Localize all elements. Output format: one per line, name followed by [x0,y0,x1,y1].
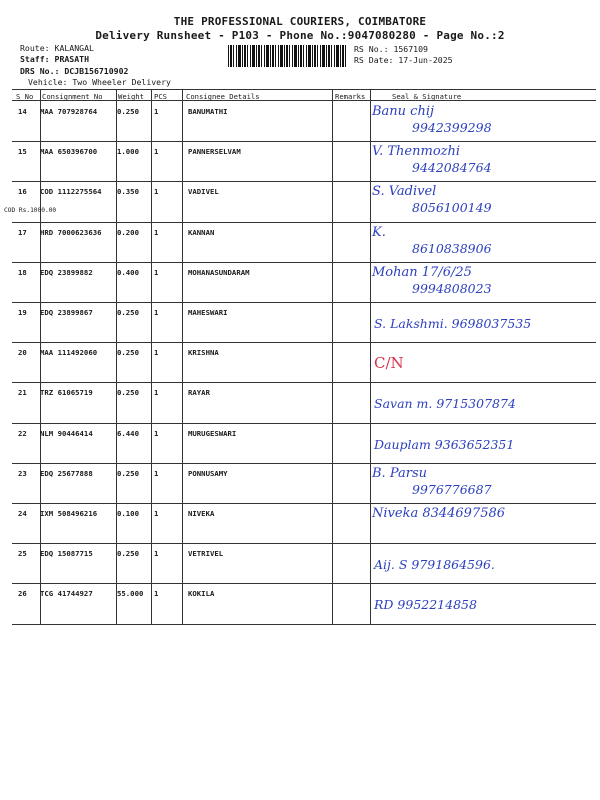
cell-weight: 0.400 [117,267,139,277]
vehicle-value: Two Wheeler Delivery [72,77,171,87]
signature-phone: 8056100149 [412,200,492,216]
cell-consignee: RAYAR [188,388,210,398]
cell-weight: 0.250 [117,468,139,478]
cell-pcs: 1 [154,388,159,398]
cell-pcs: 1 [154,428,159,438]
cell-consignee: MAHESWARI [188,308,228,317]
cod-note: COD Rs.1000.00 [4,207,57,215]
cell-consignee: KANNAN [188,227,215,237]
table-row [12,141,596,181]
cell-weight: 0.250 [117,308,139,317]
cell-weight: 0.250 [117,348,139,358]
table-row [12,342,596,382]
col-signature: Seal & Signature [392,92,462,101]
row-divider [12,624,596,625]
cell-pcs: 1 [154,308,159,317]
table-row [12,302,596,342]
cell-pcs: 1 [154,509,159,518]
cell-pcs: 1 [154,589,159,599]
cell-consignment: MAA 707928764 [40,107,98,116]
rs-date-value: 17-Jun-2025 [398,55,453,65]
cell-sno: 24 [18,509,27,518]
table-row [12,583,596,623]
cell-consignment: MAA 111492060 [40,348,98,358]
cell-sno: 25 [18,549,27,559]
cell-weight: 0.200 [117,227,139,237]
cell-pcs: 1 [154,549,159,559]
cell-sno: 20 [18,348,27,358]
cell-sno: 17 [18,227,27,237]
signature-handwriting: Mohan 17/6/25 [372,264,472,280]
cell-sno: 23 [18,468,27,478]
cell-weight: 55.000 [117,589,144,599]
cell-pcs: 1 [154,468,159,478]
vehicle-label: Vehicle: [28,77,68,87]
signature-handwriting: B. Parsu [372,465,427,481]
signature-handwriting: S. Vadivel [372,184,437,200]
drs-line [20,66,128,76]
signature-phone: 9976776687 [412,481,492,497]
rs-no-label: RS No.: [354,44,389,54]
table-top-border [12,89,596,90]
table-row [12,543,596,583]
cell-consignee: PANNERSELVAM [188,147,241,157]
signature-phone: S. Lakshmi. 9698037535 [374,316,532,331]
drs-value: DCJB156710902 [64,66,129,76]
table-row [12,503,596,543]
table-row [12,222,596,262]
runsheet-subtitle: Delivery Runsheet - P103 - Phone No.:9047080280 - Page No.:2 [95,29,505,42]
cell-weight: 6.440 [117,428,139,438]
signature-handwriting: K. [372,224,386,240]
signature-handwriting: V. Thenmozhi [372,144,461,160]
col-consignee: Consignee Details [186,92,260,101]
rs-no-value: 1567109 [393,44,428,54]
cell-sno: 15 [18,147,27,157]
route-line [20,43,94,53]
col-consignment: Consignment No [42,92,103,101]
cell-weight: 0.250 [117,107,139,116]
staff-value: PRASATH [54,54,90,64]
signature-handwriting: Banu chij [372,104,435,119]
rs-date-line [354,55,453,65]
cell-consignment: HRD 7000623636 [40,227,102,237]
cell-sno: 22 [18,428,27,438]
cell-consignment: TCG 41744927 [40,589,93,599]
signature-handwriting: Niveka 8344697586 [372,506,506,521]
cell-consignee: BANUMATHI [188,107,228,116]
cell-sno: 16 [18,187,27,197]
cell-pcs: 1 [154,267,159,277]
cell-sno: 14 [18,107,27,116]
table-row [12,382,596,422]
cell-consignment: NLM 90446414 [40,428,93,438]
signature-phone: Aij. S 9791864596. [374,557,495,573]
cell-pcs: 1 [154,147,159,157]
cell-weight: 0.100 [117,509,139,518]
signature-handwriting: C/N [374,354,404,373]
cell-consignee: NIVEKA [188,509,215,518]
route-value: KALANGAL [54,43,94,53]
table-row [12,101,596,141]
staff-label: Staff: [20,54,50,64]
cell-sno: 18 [18,267,27,277]
cell-pcs: 1 [154,348,159,358]
signature-phone: RD 9952214858 [374,597,477,613]
cell-consignee: MOHANASUNDARAM [188,267,250,277]
table-row [12,463,596,503]
cell-pcs: 1 [154,107,159,116]
cell-consignee: PONNUSAMY [188,468,228,478]
cell-sno: 19 [18,308,27,317]
barcode [228,45,348,67]
signature-phone: 9994808023 [412,280,492,296]
cell-consignment: EDQ 23899867 [40,308,93,317]
cell-consignment: EDQ 25677888 [40,468,93,478]
col-remarks: Remarks [335,92,366,101]
cell-pcs: 1 [154,227,159,237]
cell-sno: 26 [18,589,27,599]
col-pcs: PCS [154,92,167,101]
cell-pcs: 1 [154,187,159,197]
cell-consignment: TRZ 61065719 [40,388,93,398]
staff-line [20,54,89,64]
rs-date-label: RS Date: [354,55,394,65]
signature-phone: Dauplam 9363652351 [374,436,515,452]
cell-weight: 0.350 [117,187,139,197]
route-label: Route: [20,43,50,53]
cell-consignment: MAA 650396700 [40,147,98,157]
signature-phone: Savan m. 9715307874 [374,396,516,412]
cell-consignment: EDQ 23899882 [40,267,93,277]
cell-consignee: KOKILA [188,589,215,599]
signature-phone: 9942399298 [412,120,492,135]
signature-phone: 8610838906 [412,240,492,256]
cell-consignment: COD 1112275564 [40,187,102,197]
cell-consignment: EDQ 15087715 [40,549,93,559]
cell-consignee: KRISHNA [188,348,219,358]
table-row [12,262,596,302]
cell-consignment: IXM 508496216 [40,509,98,518]
col-weight: Weight [118,92,144,101]
company-title: THE PROFESSIONAL COURIERS, COIMBATORE [173,15,427,28]
vehicle-line [28,77,171,87]
rs-no-line [354,44,428,54]
cell-consignee: MURUGESWARI [188,428,237,438]
cell-weight: 0.250 [117,388,139,398]
drs-label: DRS No.: [20,66,60,76]
cell-consignee: VETRIVEL [188,549,224,559]
col-sno: S No [16,92,34,101]
cell-weight: 0.250 [117,549,139,559]
table-row [4,181,596,221]
cell-consignee: VADIVEL [188,187,219,197]
signature-phone: 9442084764 [412,160,492,176]
table-row [12,423,596,463]
cell-sno: 21 [18,388,27,398]
cell-weight: 1.000 [117,147,139,157]
